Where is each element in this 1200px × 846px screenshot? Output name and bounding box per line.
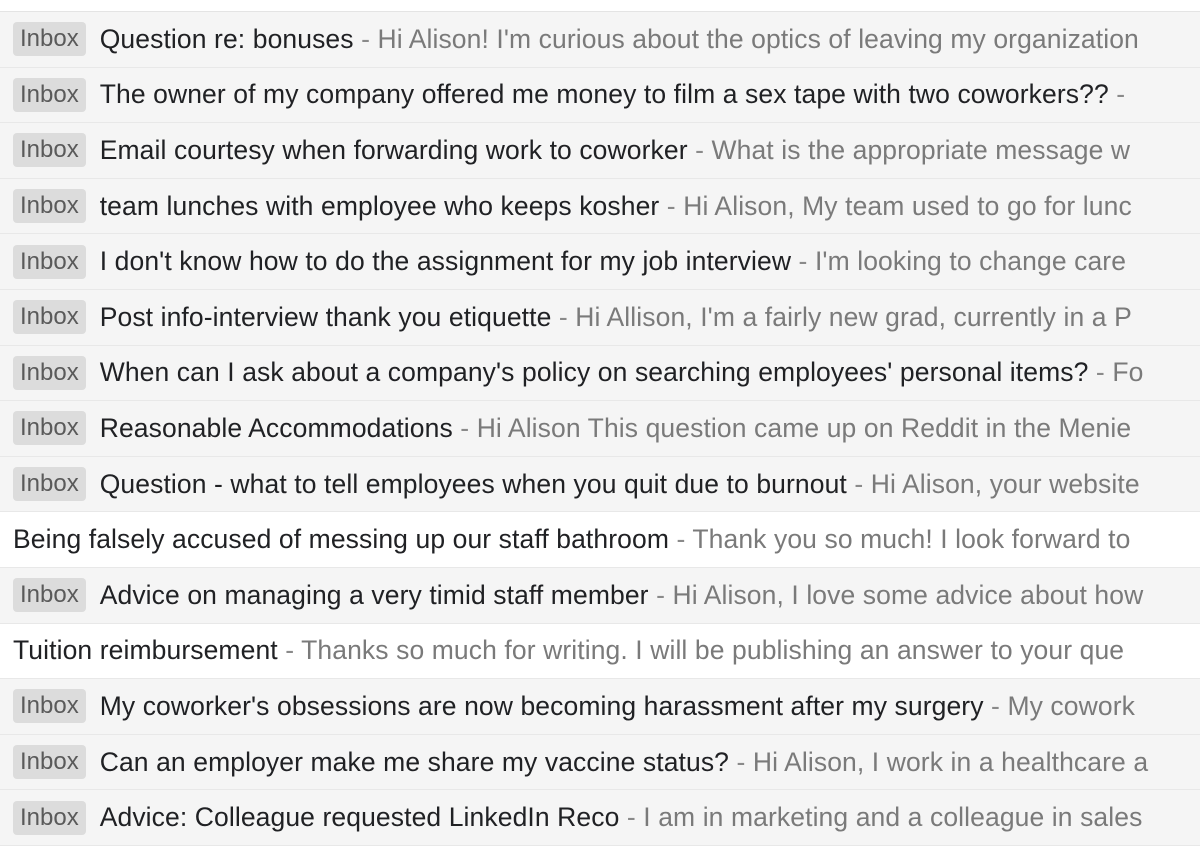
email-row[interactable] [0,123,1200,179]
email-row[interactable] [0,401,1200,457]
email-snippet: I am in marketing and a colleague in sales [643,802,1143,833]
email-subject: The owner of my company offered me money to film a sex tape with two coworkers?? [99,79,1109,110]
email-text [13,635,1124,666]
email-text [100,469,1140,500]
subject-snippet-separator: - [551,301,576,332]
email-text [100,24,1139,55]
email-text [100,802,1143,833]
email-text [100,413,1132,444]
email-subject: My coworker's obsessions are now becoming harassment after my surgery [99,690,984,721]
inbox-label-chip: Inbox [13,300,86,334]
email-text [100,79,1125,110]
email-snippet: Thank you so much! I look forward to [692,524,1131,555]
subject-snippet-separator: - [846,468,871,499]
email-snippet: Hi Alison, I work in a healthcare a [752,746,1149,777]
email-text [100,135,1130,166]
email-text [13,524,1130,555]
subject-snippet-separator: - [1088,357,1113,388]
email-row[interactable] [0,457,1200,513]
email-subject: Advice on managing a very timid staff member [99,579,649,610]
email-text [100,580,1144,611]
email-snippet: Hi Allison, I'm a fairly new grad, currently in a P [575,301,1132,332]
subject-snippet-separator: - [277,635,302,666]
email-row[interactable] [0,179,1200,235]
subject-snippet-separator: - [729,746,753,777]
email-snippet: Hi Alison, your website [870,468,1140,499]
email-row[interactable] [0,12,1200,68]
inbox-label-chip: Inbox [13,467,86,501]
subject-snippet-separator: - [452,412,477,443]
inbox-label-chip: Inbox [13,189,86,223]
email-row[interactable] [0,624,1200,680]
email-snippet: I'm looking to change care [814,246,1127,277]
subject-snippet-separator: - [659,190,684,221]
email-subject: Email courtesy when forwarding work to coworker [99,134,688,165]
email-row[interactable] [0,735,1200,791]
subject-snippet-separator: - [687,134,712,165]
email-subject: Post info-interview thank you etiquette [99,301,552,332]
email-subject: Question re: bonuses [99,23,354,54]
email-subject: team lunches with employee who keeps kosher [99,190,660,221]
email-row[interactable] [0,290,1200,346]
subject-snippet-separator: - [791,246,815,277]
email-subject: Tuition reimbursement [13,635,278,666]
email-row[interactable] [0,679,1200,735]
inbox-label-chip: Inbox [13,745,86,779]
inbox-label-chip: Inbox [13,78,86,112]
email-text [100,691,1135,722]
email-subject: I don't know how to do the assignment for my job interview [99,246,792,277]
email-text [100,747,1148,778]
subject-snippet-separator: - [648,579,673,610]
email-subject: Being falsely accused of messing up our staff bathroom [13,524,669,555]
email-text [100,191,1132,222]
subject-snippet-separator: - [1108,79,1126,110]
email-snippet: Hi Alison, I love some advice about how [672,579,1144,610]
inbox-label-chip: Inbox [13,356,86,390]
email-row[interactable] [0,234,1200,290]
email-row[interactable] [0,346,1200,402]
email-snippet: Hi Alison! I'm curious about the optics of leaving my organization [377,23,1139,54]
inbox-label-chip: Inbox [13,22,86,56]
subject-snippet-separator: - [619,802,644,833]
subject-snippet-separator: - [353,23,378,54]
email-text [100,302,1132,333]
subject-snippet-separator: - [983,690,1008,721]
subject-snippet-separator: - [669,524,693,555]
inbox-label-chip: Inbox [13,801,86,835]
email-snippet: Thanks so much for writing. I will be publishing an answer to your que [301,635,1125,666]
inbox-label-chip: Inbox [13,133,86,167]
inbox-label-chip: Inbox [13,245,86,279]
email-snippet: Hi Alison This question came up on Reddit in the Menie [476,412,1132,443]
email-subject: Can an employer make me share my vaccine status? [99,746,730,777]
email-row[interactable] [0,68,1200,124]
email-subject: Advice: Colleague requested LinkedIn Reco [99,802,620,833]
email-subject: When can I ask about a company's policy on searching employees' personal items? [99,357,1089,388]
email-subject: Question - what to tell employees when you quit due to burnout [99,468,847,499]
email-list [0,11,1200,846]
email-snippet: Fo [1112,357,1144,388]
email-row[interactable] [0,568,1200,624]
inbox-label-chip: Inbox [13,411,86,445]
email-snippet: My cowork [1007,690,1135,721]
email-text [100,357,1144,388]
email-text [100,246,1126,277]
inbox-label-chip: Inbox [13,578,86,612]
email-row[interactable] [0,512,1200,568]
inbox-label-chip: Inbox [13,689,86,723]
email-snippet: What is the appropriate message w [711,134,1131,165]
email-subject: Reasonable Accommodations [99,412,453,443]
email-snippet: Hi Alison, My team used to go for lunc [683,190,1132,221]
email-row[interactable] [0,790,1200,846]
